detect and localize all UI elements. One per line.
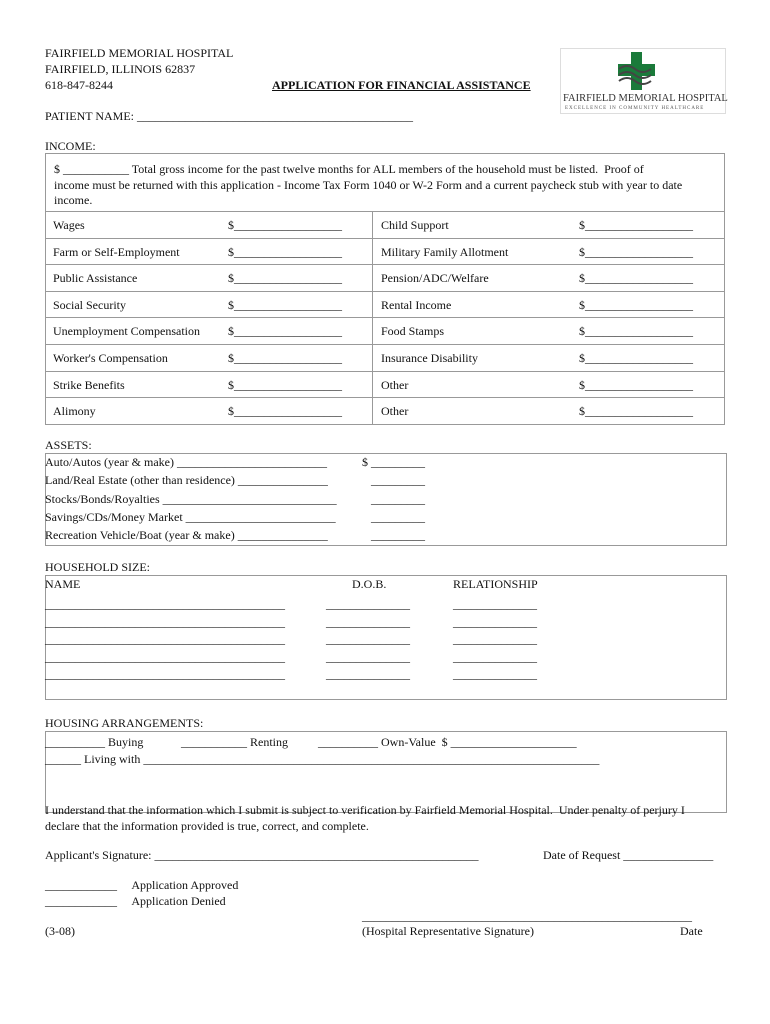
income-amount-field[interactable]: $__________________ bbox=[579, 271, 693, 286]
household-relationship-field[interactable]: ______________ bbox=[453, 632, 537, 646]
date-of-request-field[interactable]: Date of Request _______________ bbox=[543, 848, 714, 862]
household-dob-field[interactable]: ______________ bbox=[326, 632, 410, 646]
assets-heading: ASSETS: bbox=[45, 438, 92, 452]
income-label: Unemployment Compensation bbox=[53, 324, 200, 339]
representative-signature-line[interactable]: _______________________________________________________ bbox=[362, 909, 692, 923]
income-label: Military Family Allotment bbox=[381, 244, 509, 259]
income-intro-line3: income. bbox=[54, 193, 93, 207]
household-relationship-field[interactable]: ______________ bbox=[453, 667, 537, 681]
income-amount-field[interactable]: $__________________ bbox=[579, 377, 693, 392]
form-title: APPLICATION FOR FINANCIAL ASSISTANCE bbox=[272, 78, 531, 92]
household-name-field[interactable]: ________________________________________ bbox=[45, 632, 285, 646]
asset-amount-field[interactable]: _________ bbox=[371, 473, 425, 488]
household-name-field[interactable]: ________________________________________ bbox=[45, 614, 285, 629]
hospital-name: FAIRFIELD MEMORIAL HOSPITAL bbox=[45, 46, 234, 60]
income-amount-field[interactable]: $__________________ bbox=[228, 244, 342, 259]
income-label: Wages bbox=[53, 218, 85, 232]
declaration-line1: I understand that the information which I submit is subject to verification by Fairfield Memorial Hospital. Under penalty of perjury I bbox=[45, 803, 685, 817]
income-label: Farm or Self-Employment bbox=[53, 244, 180, 259]
asset-amount-field[interactable]: _________ bbox=[371, 491, 425, 506]
hospital-logo bbox=[560, 48, 726, 114]
income-label: Worker's Compensation bbox=[53, 351, 168, 365]
income-label: Food Stamps bbox=[381, 324, 445, 339]
household-heading: HOUSEHOLD SIZE: bbox=[45, 560, 150, 574]
housing-renting[interactable]: ___________ Renting bbox=[181, 735, 288, 749]
household-col-dob: D.O.B. bbox=[352, 577, 387, 591]
income-label: Strike Benefits bbox=[53, 377, 125, 392]
representative-signature-label: (Hospital Representative Signature) bbox=[362, 924, 534, 938]
income-label: Social Security bbox=[53, 297, 126, 312]
declaration-line2: declare that the information provided is true, correct, and complete. bbox=[45, 819, 369, 833]
asset-amount-field[interactable]: $ _________ bbox=[362, 455, 425, 469]
income-amount-field[interactable]: $__________________ bbox=[579, 324, 693, 339]
household-relationship-field[interactable]: ______________ bbox=[453, 597, 537, 611]
form-code: (3-08) bbox=[45, 924, 75, 938]
asset-item-label[interactable]: Stocks/Bonds/Royalties _____________________________ bbox=[45, 491, 337, 506]
income-label: Public Assistance bbox=[53, 271, 138, 286]
income-amount-field[interactable]: $__________________ bbox=[579, 351, 693, 365]
income-amount-field[interactable]: $__________________ bbox=[228, 271, 342, 286]
hospital-address: FAIRFIELD, ILLINOIS 62837 bbox=[45, 62, 196, 76]
household-name-field[interactable]: ________________________________________ bbox=[45, 649, 285, 664]
income-amount-field[interactable]: $__________________ bbox=[579, 404, 693, 419]
logo-tagline: EXCELLENCE IN COMMUNITY HEALTHCARE bbox=[565, 106, 705, 111]
income-amount-field[interactable]: $__________________ bbox=[228, 218, 342, 232]
patient-name-field[interactable]: PATIENT NAME: ______________________________________________ bbox=[45, 109, 414, 123]
application-approved-field[interactable]: ____________ Application Approved bbox=[45, 878, 239, 892]
applicant-signature-field[interactable]: Applicant's Signature: ______________________________________________________ bbox=[45, 848, 479, 862]
housing-living-with[interactable]: ______ Living with ____________________________________________________________________________ bbox=[45, 752, 600, 766]
asset-item-label[interactable]: Land/Real Estate (other than residence) _______________ bbox=[45, 473, 328, 488]
household-dob-field[interactable]: ______________ bbox=[326, 597, 410, 611]
asset-amount-field[interactable]: _________ bbox=[371, 528, 425, 543]
household-name-field[interactable]: ________________________________________ bbox=[45, 667, 285, 681]
household-dob-field[interactable]: ______________ bbox=[326, 614, 410, 629]
housing-heading: HOUSING ARRANGEMENTS: bbox=[45, 716, 204, 730]
household-name-field[interactable]: ________________________________________ bbox=[45, 597, 285, 611]
household-dob-field[interactable]: ______________ bbox=[326, 667, 410, 681]
household-relationship-field[interactable]: ______________ bbox=[453, 649, 537, 664]
household-relationship-field[interactable]: ______________ bbox=[453, 614, 537, 629]
income-intro-line1[interactable]: $ ___________ Total gross income for the past twelve months for ALL members of the household must be listed. Proof of bbox=[54, 162, 644, 176]
asset-amount-field[interactable]: _________ bbox=[371, 509, 425, 524]
income-label: Alimony bbox=[53, 404, 96, 419]
household-dob-field[interactable]: ______________ bbox=[326, 649, 410, 664]
income-label: Rental Income bbox=[381, 297, 452, 312]
representative-date-label: Date bbox=[680, 924, 703, 938]
logo-text: FAIRFIELD MEMORIAL HOSPITAL bbox=[563, 93, 728, 104]
income-amount-field[interactable]: $__________________ bbox=[579, 218, 693, 232]
income-intro-line2: income must be returned with this application - Income Tax Form 1040 or W-2 Form and a current paycheck stub with year to date bbox=[54, 178, 683, 192]
income-label: Child Support bbox=[381, 218, 449, 232]
income-label: Other bbox=[381, 377, 409, 392]
income-amount-field[interactable]: $__________________ bbox=[579, 244, 693, 259]
hospital-phone: 618-847-8244 bbox=[45, 78, 113, 92]
income-amount-field[interactable]: $__________________ bbox=[579, 297, 693, 312]
income-amount-field[interactable]: $__________________ bbox=[228, 404, 342, 419]
income-amount-field[interactable]: $__________________ bbox=[228, 377, 342, 392]
household-col-name: NAME bbox=[45, 577, 81, 591]
income-label: Pension/ADC/Welfare bbox=[381, 271, 489, 286]
income-amount-field[interactable]: $__________________ bbox=[228, 351, 342, 365]
housing-buying[interactable]: __________ Buying bbox=[45, 735, 144, 749]
asset-item-label[interactable]: Savings/CDs/Money Market _________________________ bbox=[45, 509, 336, 524]
asset-item-label[interactable]: Recreation Vehicle/Boat (year & make) _______________ bbox=[45, 528, 328, 543]
income-label: Insurance Disability bbox=[381, 351, 478, 365]
income-amount-field[interactable]: $__________________ bbox=[228, 324, 342, 339]
income-label: Other bbox=[381, 404, 409, 419]
income-amount-field[interactable]: $__________________ bbox=[228, 297, 342, 312]
income-heading: INCOME: bbox=[45, 139, 96, 153]
household-col-relationship: RELATIONSHIP bbox=[453, 577, 538, 591]
housing-own-value[interactable]: __________ Own-Value $ _____________________ bbox=[318, 735, 577, 749]
asset-item-label[interactable]: Auto/Autos (year & make) _________________________ bbox=[45, 455, 327, 469]
application-denied-field[interactable]: ____________ Application Denied bbox=[45, 894, 226, 908]
